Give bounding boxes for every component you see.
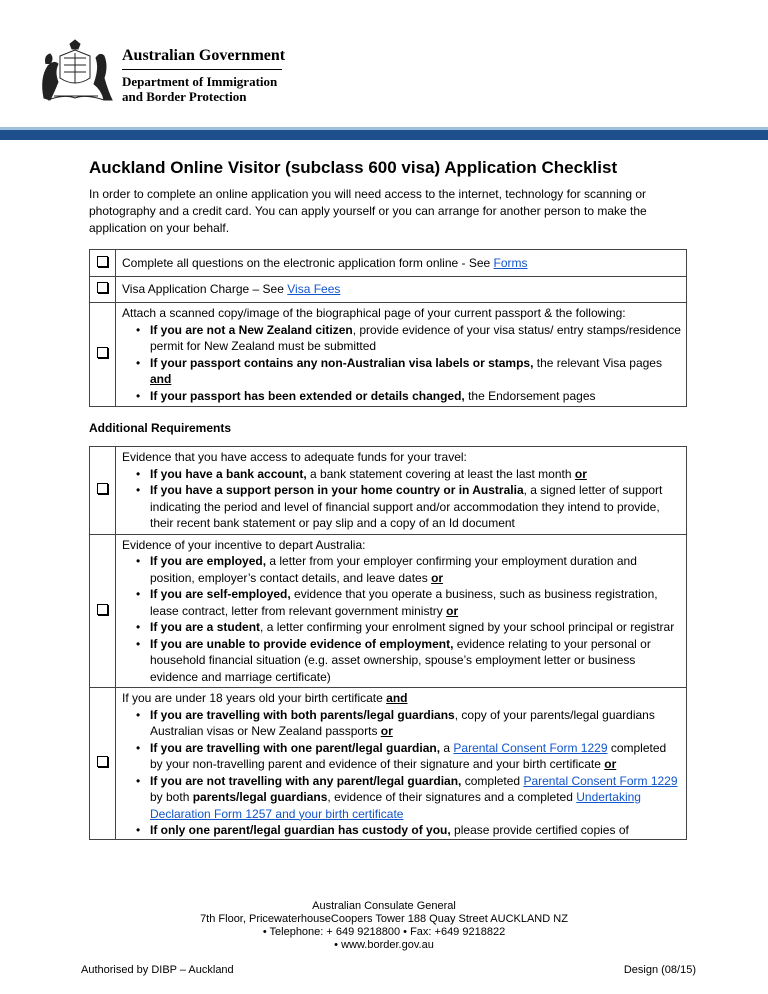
bullet-list [122, 707, 682, 839]
checkbox-cell [90, 688, 116, 840]
footer-authorised: Authorised by DIBP – Auckland [81, 964, 234, 976]
checklist-item-fees [116, 277, 687, 303]
checkbox-cell [90, 534, 116, 688]
checklist-row [90, 250, 687, 277]
department-line-2: and Border Protection [122, 89, 247, 104]
checkbox-cell [90, 250, 116, 277]
checkbox[interactable] [97, 756, 108, 767]
coat-of-arms-logo [34, 38, 116, 106]
item-text: Evidence that you have access to adequate funds for your travel: [122, 450, 467, 464]
requirement-funds [116, 447, 687, 535]
visa-fees-link[interactable]: Visa Fees [287, 282, 341, 297]
header-divider [122, 69, 282, 70]
footer-address [0, 900, 768, 952]
list-item: • If you have a support person in your home country or in Australia, a signed letter of support indicating the period and level of financial support and/or accommodation they intend to provide, their recent bank statement or pay slip and a copy of an Id document [150, 482, 682, 532]
consulate-address: 7th Floor, PricewaterhouseCoopers Tower 188 Quay Street AUCKLAND NZ [200, 913, 568, 925]
department-line-1: Department of Immigration [122, 74, 278, 89]
parental-consent-link[interactable]: Parental Consent Form 1229 [523, 773, 678, 788]
item-text: Attach a scanned copy/image of the biographical page of your current passport & the following: [122, 306, 626, 320]
additional-table [89, 446, 687, 840]
checklist-row [90, 688, 687, 840]
checklist-table [89, 249, 687, 407]
undertaking-declaration-link[interactable]: Undertaking Declaration Form 1257 and your birth certificate [150, 790, 641, 821]
item-text: Complete all questions on the electronic application form online - See [122, 255, 494, 270]
list-item: • If you are a student, a letter confirming your enrolment signed by your school principal or registrar [150, 619, 682, 636]
checklist-row [90, 447, 687, 535]
checklist-row [90, 534, 687, 688]
list-item: • If you are not a New Zealand citizen, provide evidence of your visa status/ entry stamps/residence permit for New Zealand must be submitted [150, 322, 682, 355]
list-item: • If you are travelling with one parent/legal guardian, a Parental Consent Form 1229 completed by your non-travelling parent and evidence of their signature and your birth certificate or [150, 740, 682, 773]
checkbox-cell [90, 447, 116, 535]
list-item: • If you have a bank account, a bank statement covering at least the last month or [150, 466, 682, 483]
requirement-incentive [116, 534, 687, 688]
government-name: Australian Government [122, 47, 286, 64]
additional-requirements-heading: Additional Requirements [89, 421, 232, 435]
checkbox-cell [90, 277, 116, 303]
page-title: Auckland Online Visitor (subclass 600 visa) Application Checklist [89, 158, 618, 177]
consulate-phone: • Telephone: + 649 9218800 • Fax: +649 9218822 [262, 926, 506, 938]
checkbox[interactable] [97, 256, 108, 267]
checkbox[interactable] [97, 347, 108, 358]
list-item: • If you are self-employed, evidence that you operate a business, such as business registration, lease contract, letter from relevant government ministry or [150, 586, 682, 619]
requirement-minors [116, 688, 687, 840]
bullet-list [122, 322, 682, 405]
list-item: • If you are unable to provide evidence of employment, evidence relating to your personal or household financial situation (e.g. asset ownership, spouse’s employment letter or business evidence and marriage certificate) [150, 636, 682, 686]
forms-link[interactable]: Forms [493, 255, 528, 270]
intro-paragraph: In order to complete an online application you will need access to the internet, technology for scanning or photography and a credit card. You can apply yourself or you can arrange for another person to make the application on your behalf. [89, 187, 647, 235]
checklist-row [90, 277, 687, 303]
item-text: Evidence of your incentive to depart Australia: [122, 537, 366, 552]
item-text: Visa Application Charge – See [122, 282, 288, 297]
consulate-name: Australian Consulate General [312, 900, 456, 912]
list-item: • If your passport contains any non-Australian visa labels or stamps, the relevant Visa pages and [150, 355, 682, 388]
list-item: • If only one parent/legal guardian has custody of you, please provide certified copies of [150, 822, 682, 839]
checkbox[interactable] [97, 282, 108, 293]
consulate-website: • www.border.gov.au [334, 939, 434, 951]
list-item: • If you are travelling with both parents/legal guardians, copy of your parents/legal guardians Australian visas or New Zealand passports or [150, 707, 682, 740]
item-text: If you are under 18 years old your birth certificate and [122, 691, 408, 705]
header-band-dark [0, 130, 768, 140]
footer-design-version: Design (08/15) [623, 964, 696, 976]
checklist-row [90, 303, 687, 407]
government-header [122, 46, 285, 104]
list-item: • If you are not travelling with any parent/legal guardian, completed Parental Consent Form 1229 by both parents/legal guardians, evidence of their signatures and a completed Undertaking Declaration Form 1257 and your birth certificate [150, 773, 682, 823]
parental-consent-link[interactable]: Parental Consent Form 1229 [453, 740, 608, 755]
checklist-item-passport [116, 303, 687, 407]
list-item: • If your passport has been extended or details changed, the Endorsement pages [150, 388, 682, 405]
checkbox[interactable] [97, 483, 108, 494]
bullet-list [122, 466, 682, 532]
checkbox[interactable] [97, 604, 108, 615]
list-item: • If you are employed, a letter from your employer confirming your employment duration and position, employer’s contact details, and leave dates or [150, 553, 682, 586]
bullet-list [122, 553, 682, 685]
checkbox-cell [90, 303, 116, 407]
checklist-item-forms [116, 250, 687, 277]
